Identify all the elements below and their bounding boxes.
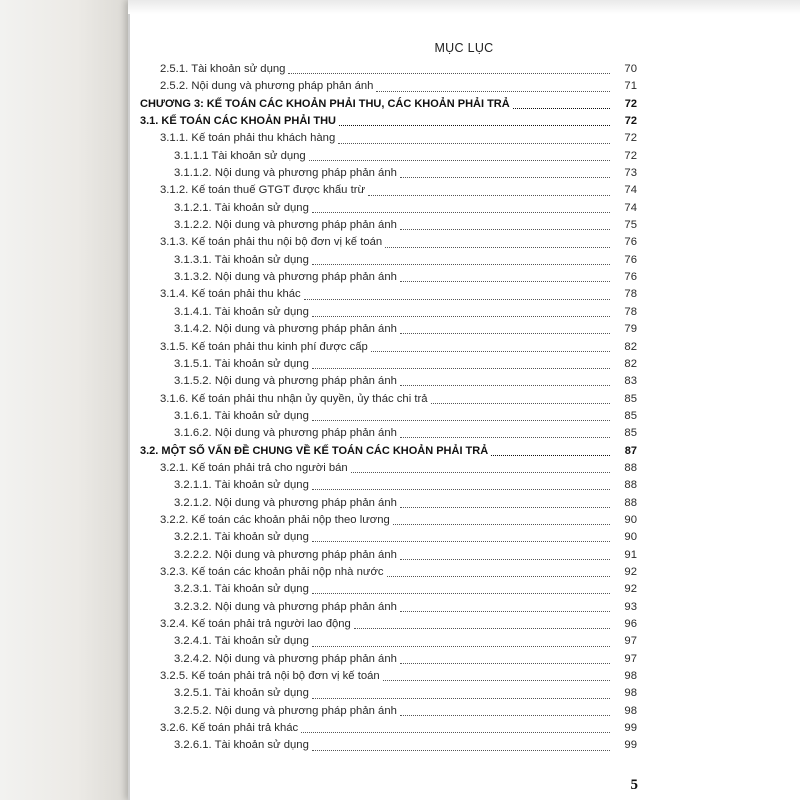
dot-leader — [339, 115, 610, 126]
toc-entry-page: 78 — [624, 305, 637, 318]
toc-entry-page: 88 — [624, 496, 637, 509]
dot-leader — [312, 688, 610, 699]
toc-entry — [140, 668, 637, 685]
background-surface — [0, 0, 128, 800]
toc-entry-title: 3.2.6. Kế toán phải trả khác — [160, 722, 299, 735]
dot-leader — [400, 601, 610, 612]
toc-entry — [140, 356, 637, 373]
toc-entry-page: 72 — [624, 97, 637, 110]
toc-entry-title: 3.2.2. Kế toán các khoản phải nộp theo lương — [160, 513, 390, 526]
toc-entry — [140, 78, 637, 95]
dot-leader — [393, 514, 610, 525]
toc-entry-page: 76 — [624, 271, 637, 284]
toc-entry-page: 87 — [624, 444, 637, 457]
toc-entry-page: 85 — [624, 409, 637, 422]
toc-entry-page: 74 — [624, 184, 637, 197]
toc-entry-page: 82 — [624, 357, 637, 370]
toc-entry — [140, 703, 637, 720]
dot-leader — [312, 531, 610, 542]
dot-leader — [400, 375, 610, 386]
toc-entry-page: 91 — [624, 548, 637, 561]
toc-entry — [140, 148, 637, 165]
toc-entry-title: 2.5.1. Tài khoản sử dụng — [160, 63, 286, 75]
toc-entry-page: 93 — [624, 600, 637, 613]
dot-leader — [304, 289, 610, 300]
dot-leader — [431, 393, 610, 404]
toc-entry-page: 98 — [624, 704, 637, 717]
toc-entry — [140, 165, 637, 182]
toc-entry-title: 3.2.1. Kế toán phải trả cho người bán — [160, 461, 348, 474]
dot-leader — [368, 185, 610, 196]
toc-entry-title: 3.2.4. Kế toán phải trả người lao động — [160, 618, 351, 630]
toc-entry — [140, 547, 637, 564]
toc-entry-page: 72 — [624, 115, 637, 128]
dot-leader — [312, 358, 610, 369]
dot-leader — [383, 670, 610, 681]
toc-entry-title: 3.1.5.1. Tài khoản sử dụng — [174, 357, 309, 370]
dot-leader — [400, 427, 610, 438]
toc-entry-title: 3.2.3.1. Tài khoản sử dụng — [174, 583, 309, 596]
toc-entry-title: 3.2.3. Kế toán các khoản phải nộp nhà nước — [160, 565, 384, 578]
toc-entry-title: 3.1.6.2. Nội dung và phương pháp phản ánh — [174, 427, 397, 440]
toc-entry-title: 3.1.2.1. Tài khoản sử dụng — [174, 201, 309, 214]
toc-entry — [140, 477, 637, 494]
toc-entry-title: 3.1.3.1. Tài khoản sử dụng — [174, 253, 309, 266]
toc-entry — [140, 113, 637, 130]
toc-entry — [140, 130, 637, 147]
toc-entry-page: 99 — [624, 722, 637, 735]
dot-leader — [338, 133, 610, 144]
toc-entry-title: 3.1.5.2. Nội dung và phương pháp phản ánh — [174, 375, 397, 388]
dot-leader — [400, 653, 610, 664]
toc-entry-page: 97 — [624, 635, 637, 648]
toc-entry — [140, 720, 637, 737]
dot-leader — [354, 618, 610, 629]
toc-entry — [140, 96, 637, 113]
toc-entry-page: 99 — [624, 739, 637, 752]
dot-leader — [491, 445, 610, 456]
toc-entry-title: 3.1.3. Kế toán phải thu nội bộ đơn vị kế toán — [160, 236, 383, 249]
toc-entry — [140, 495, 637, 512]
dot-leader — [312, 740, 610, 751]
toc-entry — [140, 234, 637, 251]
toc-entry — [140, 182, 637, 199]
toc-entry — [140, 599, 637, 616]
toc-entry — [140, 633, 637, 650]
toc-entry — [140, 252, 637, 269]
toc-entry-title: 3.1.4.2. Nội dung và phương pháp phản ánh — [174, 323, 397, 336]
dot-leader — [309, 150, 610, 161]
toc-entry-title: 3.1.1. Kế toán phải thu khách hàng — [160, 132, 336, 145]
toc-entry — [140, 373, 637, 390]
page-number: 5 — [630, 777, 638, 793]
toc-entry — [140, 408, 637, 425]
dot-leader — [376, 81, 610, 92]
toc-entry-page: 90 — [624, 513, 637, 526]
toc-entry-page: 78 — [624, 288, 637, 301]
toc-entry-title: 3.2.4.1. Tài khoản sử dụng — [174, 635, 309, 648]
toc-entry-page: 83 — [624, 375, 637, 388]
dot-leader — [312, 583, 610, 594]
toc-entry-title: 3.1.1.2. Nội dung và phương pháp phản ánh — [174, 167, 397, 180]
toc-entry-title: 3.2.5.2. Nội dung và phương pháp phản ánh — [174, 704, 397, 717]
toc-entry-title: CHƯƠNG 3: KẾ TOÁN CÁC KHOẢN PHẢI THU, CÁC KHOẢN PHẢI TRẢ — [140, 97, 510, 110]
toc-entry-title: 3.1.2. Kế toán thuế GTGT được khấu trừ — [160, 184, 366, 197]
toc-entry-page: 76 — [624, 253, 637, 266]
toc-entry-title: 3.2.6.1. Tài khoản sử dụng — [174, 739, 309, 752]
toc-entry-title: 3.2.1.2. Nội dung và phương pháp phản ánh — [174, 496, 397, 509]
dot-leader — [400, 549, 610, 560]
toc-entry-title: 3.2.4.2. Nội dung và phương pháp phản ánh — [174, 652, 397, 665]
page-top-edge — [128, 0, 800, 14]
toc-entry-page: 88 — [624, 461, 637, 474]
toc-entry-page: 79 — [624, 323, 637, 336]
dot-leader — [400, 323, 610, 334]
toc-entry — [140, 425, 637, 442]
toc-entry-page: 76 — [624, 236, 637, 249]
toc-entry — [140, 269, 637, 286]
toc-entry — [140, 304, 637, 321]
dot-leader — [400, 497, 610, 508]
toc-entry-page: 85 — [624, 392, 637, 405]
toc-entry-title: 3.1.2.2. Nội dung và phương pháp phản ánh — [174, 219, 397, 232]
toc-entry-page: 98 — [624, 687, 637, 700]
toc-entry — [140, 581, 637, 598]
toc-entry — [140, 200, 637, 217]
toc-entry-page: 70 — [624, 63, 637, 75]
dot-leader — [312, 410, 610, 421]
toc-entry-page: 92 — [624, 583, 637, 596]
toc-entry — [140, 460, 637, 477]
toc-entry-page: 74 — [624, 201, 637, 214]
toc-entry — [140, 286, 637, 303]
toc-entry — [140, 685, 637, 702]
table-of-contents — [140, 61, 637, 755]
toc-entry — [140, 616, 637, 633]
dot-leader — [312, 636, 610, 647]
toc-entry-page: 82 — [624, 340, 637, 353]
toc-entry-page: 92 — [624, 565, 637, 578]
dot-leader — [400, 219, 610, 230]
toc-entry-page: 97 — [624, 652, 637, 665]
toc-entry — [140, 529, 637, 546]
toc-entry-page: 71 — [624, 80, 637, 93]
toc-entry — [140, 339, 637, 356]
toc-entry — [140, 651, 637, 668]
toc-entry-page: 90 — [624, 531, 637, 544]
toc-entry — [140, 321, 637, 338]
toc-entry-page: 98 — [624, 670, 637, 683]
toc-entry — [140, 564, 637, 581]
page-title: MỤC LỤC — [434, 41, 494, 55]
dot-leader — [312, 306, 610, 317]
toc-entry-title: 3.1.1.1 Tài khoản sử dụng — [174, 149, 306, 162]
dot-leader — [400, 705, 610, 716]
toc-entry-page: 72 — [624, 132, 637, 145]
dot-leader — [513, 98, 610, 109]
dot-leader — [387, 566, 611, 577]
dot-leader — [351, 462, 610, 473]
toc-entry-page: 88 — [624, 479, 637, 492]
dot-leader — [312, 202, 610, 213]
toc-entry-title: 3.1.6. Kế toán phải thu nhận ủy quyền, ủy thác chi trả — [160, 392, 428, 405]
toc-entry-title: 3.2. MỘT SỐ VẤN ĐỀ CHUNG VỀ KẾ TOÁN CÁC KHOẢN PHẢI TRẢ — [140, 444, 489, 457]
toc-entry-page: 72 — [624, 149, 637, 162]
toc-entry-title: 3.1.4.1. Tài khoản sử dụng — [174, 305, 309, 318]
toc-entry-title: 3.2.2.2. Nội dung và phương pháp phản ánh — [174, 548, 397, 561]
toc-entry-title: 3.2.2.1. Tài khoản sử dụng — [174, 531, 309, 544]
toc-entry — [140, 737, 637, 754]
toc-entry — [140, 217, 637, 234]
toc-entry-page: 75 — [624, 219, 637, 232]
toc-entry-title: 3.1.5. Kế toán phải thu kinh phí được cấp — [160, 340, 368, 353]
toc-entry — [140, 61, 637, 78]
toc-entry-title: 3.2.5.1. Tài khoản sử dụng — [174, 687, 309, 700]
dot-leader — [288, 63, 610, 74]
toc-entry-title: 3.1.4. Kế toán phải thu khác — [160, 288, 301, 301]
toc-entry — [140, 512, 637, 529]
dot-leader — [312, 254, 610, 265]
toc-entry-page: 85 — [624, 427, 637, 440]
toc-entry-title: 3.1. KẾ TOÁN CÁC KHOẢN PHẢI THU — [140, 115, 336, 128]
dot-leader — [371, 341, 610, 352]
toc-entry-page: 96 — [624, 618, 637, 630]
toc-entry-title: 3.2.5. Kế toán phải trả nội bộ đơn vị kế toán — [160, 670, 380, 683]
toc-entry — [140, 391, 637, 408]
toc-entry-title: 3.1.6.1. Tài khoản sử dụng — [174, 409, 309, 422]
dot-leader — [385, 237, 610, 248]
toc-entry-title: 2.5.2. Nội dung và phương pháp phản ánh — [160, 80, 374, 93]
dot-leader — [400, 167, 610, 178]
toc-entry-title: 3.1.3.2. Nội dung và phương pháp phản ánh — [174, 271, 397, 284]
toc-entry-title: 3.2.3.2. Nội dung và phương pháp phản ánh — [174, 600, 397, 613]
dot-leader — [400, 271, 610, 282]
toc-entry-page: 73 — [624, 167, 637, 180]
dot-leader — [312, 479, 610, 490]
toc-entry — [140, 443, 637, 460]
toc-entry-title: 3.2.1.1. Tài khoản sử dụng — [174, 479, 309, 492]
dot-leader — [301, 722, 610, 733]
